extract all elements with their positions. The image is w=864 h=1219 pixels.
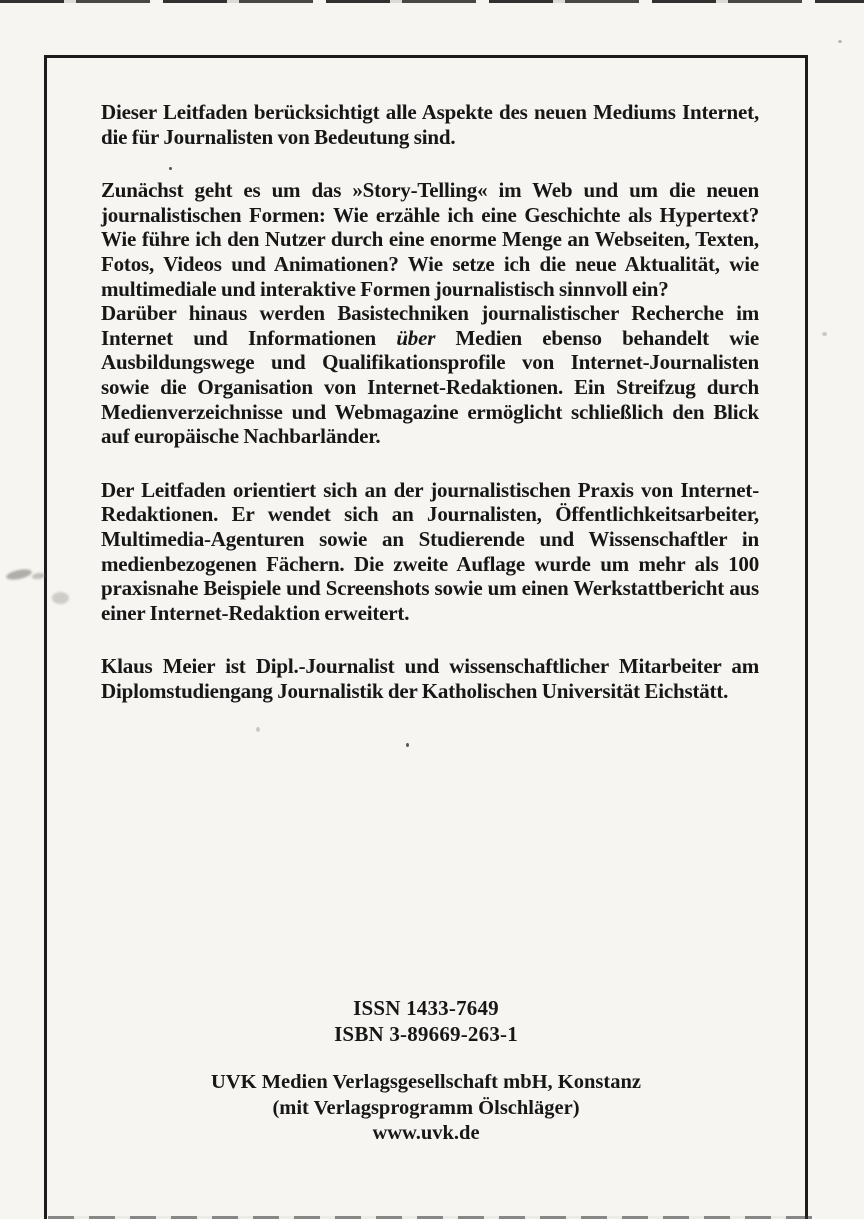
text-segment: Darüber hinaus werden Basistechniken journalistischer Recherche im Internet und Informationen [101, 301, 759, 350]
scan-speck [822, 332, 827, 336]
isbn: ISBN 3-89669-263-1 [334, 1022, 518, 1046]
scan-speck [406, 743, 409, 747]
cover-frame [44, 55, 808, 1219]
publisher-website: www.uvk.de [372, 1122, 480, 1144]
paragraph-zielgruppe [101, 478, 759, 626]
paragraph-story-telling [101, 178, 759, 301]
paragraph-autor [101, 654, 759, 703]
blurb-text [101, 100, 759, 703]
text-segment: Zunächst geht es um das »Story-Telling« im Web und um die neuen journalistischen Formen: Wie erzähle ich eine Geschichte als Hypertext? Wie führe ich den Nutzer durch eine enorme Menge an Webseiten, Texten, Fotos, Videos und Animationen? Wie setze ich die neue Aktualität, wie multimediale und interaktive Formen journalistisch sinnvoll ein? [101, 178, 759, 301]
paragraph-recherche [101, 301, 759, 449]
text-segment: Klaus Meier ist Dipl.-Journalist und wissenschaftlicher Mitarbeiter am Diplomstudiengang Journalistik der Katholischen Universität Eichstätt. [101, 654, 759, 703]
scan-smudge [52, 592, 69, 604]
paragraph-intro [101, 100, 759, 149]
scan-speck [838, 40, 842, 43]
publisher-block [47, 1070, 805, 1147]
text-segment: Der Leitfaden orientiert sich an der journalistischen Praxis von Internet-Redaktionen. Er wendet sich an Journalisten, Öffentlichkeitsarbeiter, Multimedia-Agenturen sowie an Studierende und Wissenschaftler in medienbezogenen Fächern. Die zweite Auflage wurde um mehr als 100 praxisnahe Beispiele und Screenshots sowie um einen Werkstattbericht aus einer Internet-Redaktion erweitert. [101, 477, 759, 625]
text-segment: Medien ebenso behandelt wie Ausbildungswege und Qualifikationsprofile von Internet-Journalisten sowie die Organisation von Internet-Redaktionen. Ein Streifzug durch Medienverzeichnisse und Webmagazine ermöglicht schließlich den Blick auf europäische Nachbarländer. [101, 325, 759, 449]
publisher-name: UVK Medien Verlagsgesellschaft mbH, Konstanz [211, 1071, 641, 1093]
imprint-block [47, 995, 805, 1047]
scan-edge-top [0, 0, 864, 3]
scan-speck [256, 727, 260, 732]
issn: ISSN 1433-7649 [353, 996, 499, 1020]
publisher-program: (mit Verlagsprogramm Ölschläger) [272, 1096, 580, 1119]
emphasized-word: über [396, 325, 436, 350]
scan-speck [169, 167, 172, 170]
text-segment: Dieser Leitfaden berücksichtigt alle Aspekte des neuen Mediums Internet, die für Journalisten von Bedeutung sind. [101, 100, 759, 149]
scan-smudge [5, 567, 32, 581]
